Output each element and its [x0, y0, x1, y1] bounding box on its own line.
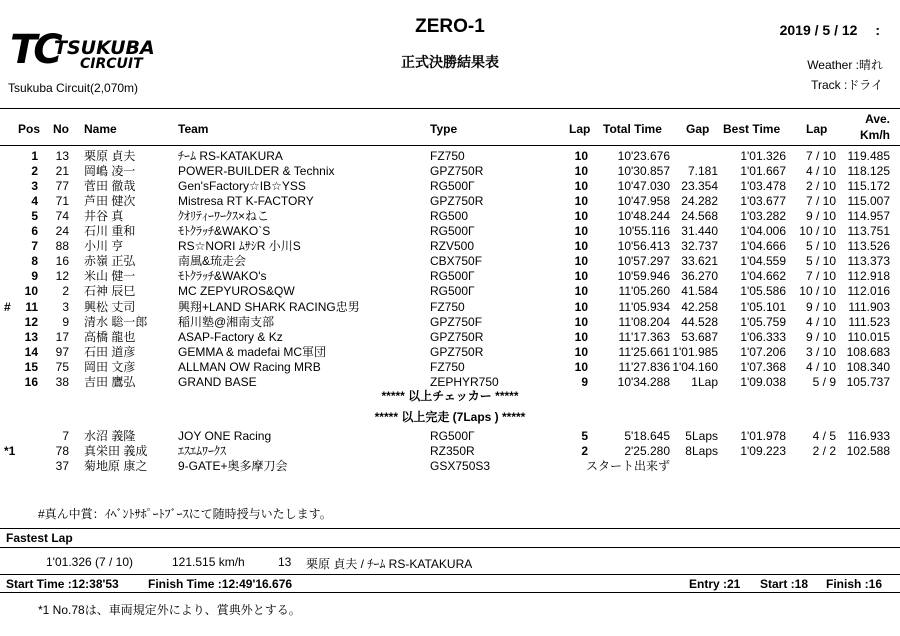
cell-bestlap: 4 / 10 — [805, 359, 836, 374]
cell-bestlap: 5 / 10 — [805, 239, 836, 254]
cell-no: 16 — [55, 254, 69, 269]
cell-bestlap: 10 / 10 — [799, 284, 836, 299]
cell-type: ZEPHYR750 — [430, 374, 499, 389]
cell-no: 12 — [55, 269, 69, 284]
cell-bestlap: 4 / 5 — [812, 429, 836, 443]
cell-bestlap: 2 / 2 — [812, 444, 836, 458]
cell-gap: 33.621 — [681, 254, 718, 269]
cell-best: 1'01.978 — [740, 429, 786, 443]
cell-type: GPZ750R — [430, 329, 484, 344]
cell-pos: 3 — [31, 179, 38, 194]
cell-no: 88 — [55, 239, 69, 254]
cell-ave: 105.737 — [846, 374, 890, 389]
cell-best: 1'03.478 — [740, 179, 786, 194]
cell-team: 興翔+LAND SHARK RACING忠男 — [178, 299, 360, 314]
cell-lap: 10 — [574, 269, 588, 284]
cell-total: 10'57.297 — [617, 254, 670, 269]
cell-gap: 24.282 — [681, 194, 718, 209]
cell-name: 小川 亨 — [84, 239, 124, 254]
cell-pos: 8 — [31, 254, 38, 269]
cell-gap: 42.258 — [681, 299, 718, 314]
cell-best: 1'05.759 — [740, 314, 786, 329]
cell-best: 1'07.206 — [740, 344, 786, 359]
cell-gap: 41.584 — [681, 284, 718, 299]
col-best-lap: Lap — [806, 122, 828, 136]
footer-bottom-rule — [0, 592, 900, 593]
col-kmh: Km/h — [860, 128, 890, 142]
cell-bestlap: 5 / 9 — [812, 374, 836, 389]
page-title: ZERO-1 — [415, 16, 485, 37]
cell-type: FZ750 — [430, 149, 465, 163]
cell-type: GPZ750R — [430, 194, 484, 209]
col-total-time: Total Time — [603, 122, 662, 136]
entry-count: Entry :21 — [689, 577, 741, 591]
race-date: 2019 / 5 / 12 : — [779, 22, 880, 38]
cell-lap: 10 — [574, 284, 588, 299]
cell-ave: 119.485 — [847, 149, 890, 163]
cell-type: CBX750F — [430, 254, 483, 269]
cell-ave: 113.751 — [847, 224, 890, 239]
cell-name: 赤嶺 正弘 — [84, 254, 136, 269]
cell-lap: 10 — [574, 224, 588, 239]
fastest-lap-rider: 栗原 貞夫 / ﾁｰﾑ RS-KATAKURA — [306, 557, 473, 571]
cell-pos: 11 — [25, 299, 38, 314]
cell-lap: 10 — [574, 179, 588, 194]
cell-lap: 10 — [574, 359, 588, 374]
table-header-rule — [0, 145, 900, 146]
cell-bestlap: 9 / 10 — [805, 329, 836, 344]
cell-team: ﾓﾄｸﾗｯﾁ&WAKO's — [178, 269, 267, 284]
cell-total: 11'17.363 — [618, 329, 670, 344]
cell-pos: 15 — [24, 359, 38, 374]
cell-best: 1'09.223 — [740, 444, 786, 458]
cell-type: GPZ750R — [430, 344, 484, 359]
cell-lap: 9 — [581, 374, 588, 389]
footnote: *1 No.78は、車両規定外により、賞典外とする。 — [38, 603, 301, 617]
cell-name: 吉田 鷹弘 — [84, 374, 136, 389]
cell-total: 10'30.857 — [617, 164, 670, 179]
col-gap: Gap — [686, 122, 710, 136]
cell-total: 5'18.645 — [624, 429, 670, 443]
cell-type: RG500Γ — [430, 179, 475, 194]
cell-ave: 115.007 — [847, 194, 890, 209]
cell-no: 3 — [62, 299, 69, 314]
cell-bestlap: 2 / 10 — [805, 179, 836, 194]
cell-ave: 115.172 — [847, 179, 890, 194]
cell-total: 11'05.934 — [618, 299, 670, 314]
cell-ave: 108.340 — [846, 359, 890, 374]
cell-name: 菊地原 康之 — [84, 459, 148, 473]
cell-name: 米山 健一 — [84, 269, 136, 284]
cell-total: 11'27.836 — [618, 359, 670, 374]
cell-pos: 7 — [31, 239, 38, 254]
cell-gap: 7.181 — [687, 164, 718, 179]
cell-no: 2 — [62, 284, 69, 299]
cell-best: 1'04.006 — [740, 224, 786, 239]
cell-name: 石神 辰巳 — [84, 284, 136, 299]
cell-best: 1'05.101 — [740, 299, 786, 314]
cell-team: GRAND BASE — [178, 374, 257, 389]
cell-type: GPZ750R — [430, 164, 484, 179]
cell-no: 17 — [55, 329, 69, 344]
cell-mark: *1 — [4, 444, 16, 458]
cell-lap: 10 — [574, 254, 588, 269]
col-type: Type — [430, 122, 458, 136]
cell-best: 1'06.333 — [740, 329, 786, 344]
cell-lap: 5 — [581, 429, 588, 443]
cell-pos: 1 — [31, 149, 38, 163]
cell-best: 1'01.667 — [740, 164, 786, 179]
cell-gap: 1Lap — [691, 374, 718, 389]
cell-name: 水沼 義隆 — [84, 429, 136, 443]
cell-lap: 10 — [574, 209, 588, 224]
cell-team: Mistresa RT K-FACTORY — [178, 194, 314, 209]
checker-line: ***** 以上チェッカー ***** — [381, 389, 519, 403]
cell-ave: 110.015 — [847, 329, 890, 344]
cell-team: Gen'sFactory☆IB☆YSS — [178, 179, 306, 194]
cell-total: 10'47.030 — [617, 179, 670, 194]
cell-name: 真栄田 義成 — [84, 444, 148, 458]
cell-total: 10'55.116 — [618, 224, 670, 239]
complete-line: ***** 以上完走 (7Laps ) ***** — [374, 410, 526, 424]
cell-gap: 23.354 — [681, 179, 718, 194]
cell-pos: 9 — [31, 269, 38, 284]
cell-type: GSX750S3 — [430, 459, 491, 473]
cell-ave: 113.526 — [847, 239, 890, 254]
cell-lap: 10 — [574, 344, 588, 359]
cell-team: MC ZEPYUROS&QW — [178, 284, 295, 299]
cell-gap: 44.528 — [681, 314, 718, 329]
cell-lap: 10 — [574, 239, 588, 254]
col-name: Name — [84, 122, 117, 136]
cell-bestlap: 7 / 10 — [805, 269, 836, 284]
cell-ave: 112.016 — [847, 284, 890, 299]
fastest-lap-label: Fastest Lap — [6, 531, 73, 545]
cell-best: 1'09.038 — [740, 374, 786, 389]
cell-team: ASAP-Factory & Kz — [178, 329, 283, 344]
page-subtitle: 正式決勝結果表 — [401, 54, 499, 70]
cell-bestlap: 9 / 10 — [805, 209, 836, 224]
cell-name: 栗原 貞夫 — [84, 149, 136, 163]
fastest-lap-time: 1'01.326 (7 / 10) — [46, 555, 134, 569]
cell-bestlap: 4 / 10 — [805, 314, 836, 329]
cell-team: GEMMA & madefai MC軍団 — [178, 344, 327, 359]
cell-team: RS☆NORI ﾑｻｼR 小川S — [178, 239, 301, 254]
cell-team: POWER-BUILDER & Technix — [178, 164, 335, 179]
cell-total: 11'25.661 — [618, 344, 670, 359]
cell-name: 芦田 健次 — [84, 194, 136, 209]
cell-ave: 116.933 — [847, 429, 890, 443]
footer-top-rule — [0, 574, 900, 575]
fastest-bottom-rule — [0, 547, 900, 548]
cell-ave: 112.918 — [847, 269, 890, 284]
logo-sub: CIRCUIT — [80, 56, 143, 72]
cell-gap: 53.687 — [681, 329, 718, 344]
cell-pos: 12 — [24, 314, 38, 329]
fastest-top-rule — [0, 528, 900, 529]
cell-gap: 8Laps — [685, 444, 718, 458]
cell-total: 10'48.244 — [617, 209, 670, 224]
cell-team: JOY ONE Racing — [178, 429, 272, 443]
cell-type: FZ750 — [430, 359, 465, 374]
cell-pos: 6 — [31, 224, 38, 239]
cell-total: 10'47.958 — [617, 194, 670, 209]
cell-gap: 36.270 — [681, 269, 718, 284]
cell-type: RZ350R — [430, 444, 475, 458]
cell-ave: 111.903 — [848, 299, 890, 314]
cell-bestlap: 4 / 10 — [805, 164, 836, 179]
cell-team: 稲川塾@湘南支部 — [178, 314, 275, 329]
cell-mark: # — [4, 299, 11, 314]
cell-no: 21 — [55, 164, 69, 179]
logo-mark: TC — [10, 27, 59, 73]
cell-team: ﾓﾄｸﾗｯﾁ&WAKO`S — [178, 224, 271, 239]
cell-type: RG500Γ — [430, 284, 475, 299]
cell-name: 菅田 徹哉 — [84, 179, 136, 194]
cell-ave: 114.957 — [847, 209, 890, 224]
cell-pos: 2 — [31, 164, 38, 179]
cell-type: GPZ750F — [430, 314, 483, 329]
cell-total: 10'34.288 — [617, 374, 670, 389]
cell-gap: 31.440 — [681, 224, 718, 239]
finish-count: Finish :16 — [826, 577, 883, 591]
cell-no: 75 — [55, 359, 69, 374]
cell-lap: 10 — [574, 314, 588, 329]
cell-total: 10'23.676 — [617, 149, 670, 163]
cell-team: ﾁｰﾑ RS-KATAKURA — [178, 149, 283, 163]
cell-best: 1'03.677 — [740, 194, 786, 209]
cell-no: 24 — [55, 224, 69, 239]
cell-best: 1'04.666 — [740, 239, 786, 254]
cell-type: RG500 — [430, 209, 469, 224]
cell-no: 9 — [62, 314, 69, 329]
col-ave: Ave. — [865, 112, 890, 126]
cell-type: FZ750 — [430, 299, 465, 314]
cell-ave: 108.683 — [846, 344, 890, 359]
finish-time: Finish Time :12:49'16.676 — [148, 577, 293, 591]
cell-bestlap: 9 / 10 — [805, 299, 836, 314]
cell-total: 2'25.280 — [624, 444, 670, 458]
cell-ave: 111.523 — [848, 314, 890, 329]
cell-team: 9-GATE+奥多摩刀会 — [178, 459, 288, 473]
cell-best: 1'01.326 — [740, 149, 786, 163]
col-team: Team — [178, 122, 209, 136]
cell-pos: 10 — [24, 284, 38, 299]
start-time: Start Time :12:38'53 — [6, 577, 119, 591]
col-lap: Lap — [569, 122, 591, 136]
cell-name: 石田 道彦 — [84, 344, 136, 359]
cell-no: 77 — [55, 179, 69, 194]
cell-ave: 118.125 — [847, 164, 890, 179]
cell-name: 岡田 文彦 — [84, 359, 136, 374]
cell-lap: 10 — [574, 329, 588, 344]
cell-type: RG500Γ — [430, 224, 475, 239]
cell-pos: 13 — [24, 329, 38, 344]
cell-best: 1'04.662 — [740, 269, 786, 284]
cell-no: 74 — [55, 209, 69, 224]
cell-gap: 5Laps — [685, 429, 718, 443]
cell-pos: 16 — [24, 374, 38, 389]
weather-label: Weather :晴れ — [807, 58, 883, 72]
cell-best: 1'07.368 — [740, 359, 786, 374]
cell-lap: 10 — [574, 299, 588, 314]
cell-name: 高橋 龍也 — [84, 329, 136, 344]
cell-best: 1'05.586 — [740, 284, 786, 299]
table-top-rule — [0, 108, 900, 109]
cell-no: 7 — [62, 429, 69, 443]
cell-no: 78 — [55, 444, 69, 458]
cell-team: ｴｽｴﾑﾜｰｸｽ — [178, 444, 227, 458]
cell-name: 石川 重和 — [84, 224, 136, 239]
cell-pos: 4 — [31, 194, 38, 209]
cell-total: 10'59.946 — [617, 269, 670, 284]
cell-pos: 14 — [24, 344, 38, 359]
fastest-lap-no: 13 — [278, 555, 292, 569]
cell-lap: 10 — [574, 194, 588, 209]
cell-bestlap: 3 / 10 — [805, 344, 836, 359]
circuit-name: Tsukuba Circuit(2,070m) — [8, 81, 139, 95]
fastest-lap-speed: 121.515 km/h — [172, 555, 245, 569]
cell-pos: 5 — [31, 209, 38, 224]
cell-total: 11'08.204 — [618, 314, 670, 329]
cell-gap: 1'04.160 — [672, 359, 718, 374]
cell-no: 71 — [55, 194, 69, 209]
cell-lap: 10 — [574, 164, 588, 179]
cell-best: 1'04.559 — [740, 254, 786, 269]
cell-bestlap: 10 / 10 — [799, 224, 836, 239]
cell-total: 10'56.413 — [617, 239, 670, 254]
cell-team: ALLMAN OW Racing MRB — [178, 359, 321, 374]
cell-bestlap: 7 / 10 — [805, 149, 836, 163]
cell-name: 興松 丈司 — [84, 299, 136, 314]
cell-ave: 102.588 — [846, 444, 890, 458]
cell-no: 37 — [55, 459, 69, 473]
cell-name: 清水 聡一郎 — [84, 314, 148, 329]
cell-bestlap: 7 / 10 — [805, 194, 836, 209]
cell-gap: 1'01.985 — [672, 344, 718, 359]
cell-gap: 24.568 — [681, 209, 718, 224]
cell-total: スタート出来ず — [586, 459, 671, 473]
cell-best: 1'03.282 — [740, 209, 786, 224]
cell-lap: 10 — [574, 149, 588, 163]
start-count: Start :18 — [760, 577, 809, 591]
cell-bestlap: 5 / 10 — [805, 254, 836, 269]
cell-no: 97 — [55, 344, 69, 359]
cell-name: 井谷 真 — [84, 209, 124, 224]
cell-type: RZV500 — [430, 239, 475, 254]
cell-no: 13 — [55, 149, 69, 163]
cell-name: 岡嶋 凌一 — [84, 164, 136, 179]
col-pos: Pos — [18, 122, 41, 136]
col-best-time: Best Time — [723, 122, 781, 136]
cell-gap: 32.737 — [681, 239, 718, 254]
award-note: #真ん中賞：ｲﾍﾞﾝﾄｻﾎﾟｰﾄﾌﾞｰｽにて随時授与いたします。 — [38, 507, 332, 521]
cell-team: 南風&琉走会 — [178, 254, 247, 269]
cell-lap: 2 — [581, 444, 588, 458]
cell-type: RG500Γ — [430, 269, 475, 284]
col-no: No — [53, 122, 69, 136]
cell-no: 38 — [55, 374, 69, 389]
logo-name: TSUKUBA — [54, 37, 155, 59]
cell-team: ｸｵﾘﾃｨｰﾜｰｸｽ×ねこ — [178, 209, 270, 224]
track-label: Track :ドライ — [811, 78, 883, 92]
cell-ave: 113.373 — [847, 254, 890, 269]
cell-total: 11'05.260 — [618, 284, 670, 299]
cell-type: RG500Γ — [430, 429, 475, 443]
